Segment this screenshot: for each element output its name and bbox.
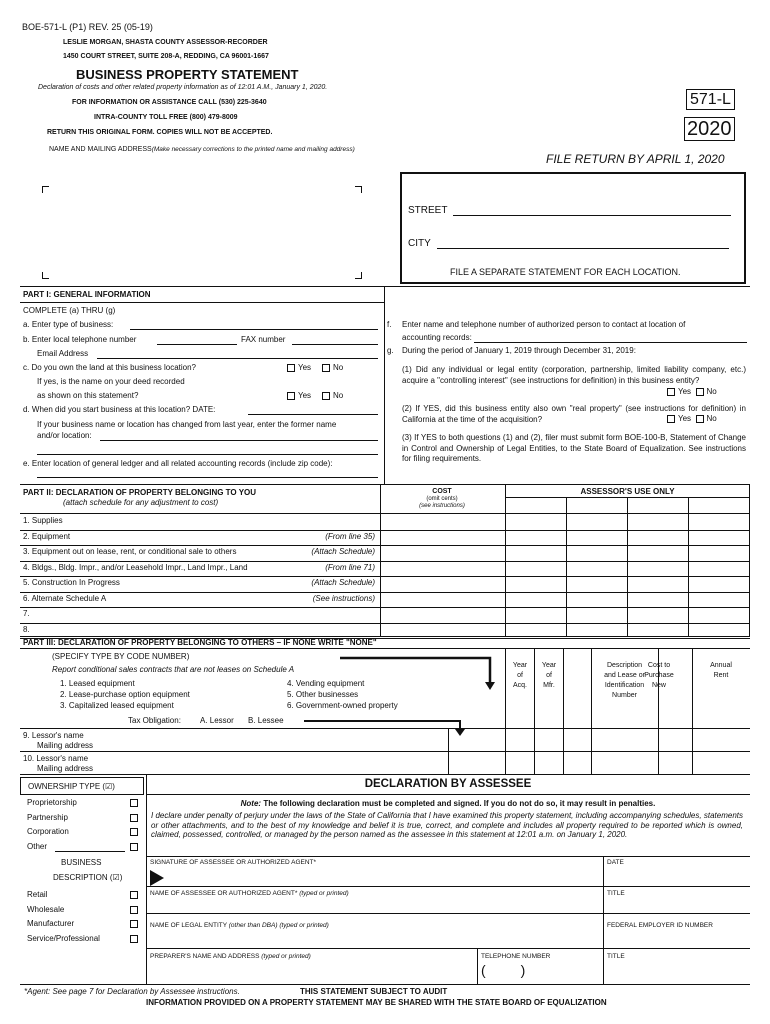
declaration-of-costs: Declaration of costs and other related property information as of 12:01 A.M., January 1, 2020.	[38, 84, 328, 91]
signature-label: SIGNATURE OF ASSESSEE OR AUTHORIZED AGENT*	[150, 859, 317, 866]
part2-cost-input[interactable]	[381, 592, 504, 608]
lessor-10-mailing: Mailing address	[37, 764, 94, 773]
controlling-interest-question: (1) Did any individual or legal entity (corporation, partnership, limited liability company, etc.) acquire a "controlling interest" (see instructions for definition) in this business entity?	[402, 365, 746, 385]
address-corner-tr	[355, 186, 362, 193]
part2-heading: PART II: DECLARATION OF PROPERTY BELONGING TO YOU	[23, 488, 257, 497]
assessor-address: 1450 COURT STREET, SUITE 208-A, REDDING, CA 96001-1667	[63, 53, 269, 60]
assessors-use-only: ASSESSOR'S USE ONLY	[580, 487, 675, 496]
deed-question: If yes, is the name on your deed recorded	[37, 377, 185, 386]
address-corner-br	[355, 272, 362, 279]
form-code: BOE-571-L (P1) REV. 25 (05-19)	[22, 22, 153, 32]
part2-row-label: 4. Bldgs., Bldg. Impr., and/or Leasehold Impr., Land Impr., Land	[23, 562, 248, 572]
date-label: DATE	[607, 859, 624, 866]
omit-cents: (omit cents)	[426, 496, 458, 502]
codes-left: 1. Leased equipment 2. Lease-purchase option equipment 3. Capitalized leased equipment	[60, 679, 190, 710]
form-year: 2020	[684, 117, 735, 141]
report-conditional: Report conditional sales contracts that are not leases on Schedule A	[52, 665, 295, 674]
part2-cost-input[interactable]	[381, 545, 504, 561]
address-corner-tl	[42, 186, 49, 193]
real-property-yes-no[interactable]: Yes No	[667, 414, 717, 423]
preparer-title-label: TITLE	[607, 953, 625, 960]
business-type-checkbox[interactable]	[130, 906, 138, 914]
own-land-question: c. Do you own the land at this business location?	[23, 363, 196, 372]
period-label: During the period of January 1, 2019 through December 31, 2019:	[402, 346, 636, 355]
part2-row-note: (From line 71)	[325, 562, 375, 572]
part2-row-label: 7.	[23, 609, 30, 618]
fein-label: FEDERAL EMPLOYER ID NUMBER	[607, 922, 713, 929]
deed-no[interactable]: No	[322, 391, 343, 400]
boe-sharing-notice: INFORMATION PROVIDED ON A PROPERTY STATEMENT MAY BE SHARED WITH THE STATE BOARD OF EQUALIZATION	[146, 998, 607, 1007]
form-number: 571-L	[686, 89, 735, 110]
business-type-checkbox[interactable]	[130, 935, 138, 943]
checkbox[interactable]	[696, 415, 704, 423]
phone-input[interactable]	[157, 344, 237, 345]
fax-input[interactable]	[292, 344, 378, 345]
business-type-label: Service/Professional	[27, 933, 100, 943]
page-title: BUSINESS PROPERTY STATEMENT	[76, 67, 299, 82]
ownership-label: Proprietorship	[27, 798, 77, 807]
ownership-checkbox[interactable]	[130, 828, 138, 836]
city-label: CITY	[408, 238, 431, 249]
business-type-checkbox[interactable]	[130, 920, 138, 928]
tax-lessor: A. Lessor	[200, 716, 234, 725]
separate-statement-note: FILE A SEPARATE STATEMENT FOR EACH LOCATION.	[450, 267, 681, 277]
own-land-no[interactable]: No	[322, 363, 343, 372]
part2-row-note: (From line 35)	[325, 531, 375, 541]
business-type-label: Wholesale	[27, 904, 65, 914]
f-marker: f.	[387, 320, 392, 329]
assessee-name-label: NAME OF ASSESSEE OR AUTHORIZED AGENT* (typed or printed)	[150, 890, 349, 897]
deed-yes[interactable]: Yes	[287, 391, 311, 400]
cost-see-instructions: (see instructions)	[419, 503, 465, 509]
agent-note: *Agent: See page 7 for Declaration by Assessee instructions.	[24, 987, 240, 996]
street-input[interactable]	[453, 215, 731, 216]
part2-row-note: (Attach Schedule)	[311, 547, 375, 556]
ownership-checkbox[interactable]	[130, 799, 138, 807]
business-type-label: Manufacturer	[27, 919, 75, 928]
part2-row-label: 1. Supplies	[23, 516, 63, 525]
checkbox[interactable]	[322, 364, 330, 372]
part2-cost-input[interactable]	[381, 514, 504, 530]
perjury-declaration: I declare under penalty of perjury under the laws of the State of California that I have examined this property statement, including accompanying schedules, statements or other attachments, and to the best of my knowledge and belief it is true, correct, and complete and includes all property required to be reported which is owned, claimed, possessed, controlled, or managed by the person named as the assessee in this statement at 12:01 a.m. on January 1, 2020.	[151, 811, 743, 840]
part3-heading: PART III: DECLARATION OF PROPERTY BELONGING TO OTHERS – IF NONE WRITE "NONE"	[23, 638, 377, 647]
part2-cost-input[interactable]	[381, 530, 504, 546]
assessee-name-field[interactable]	[150, 898, 600, 912]
phone-label: b. Enter local telephone number	[23, 335, 137, 344]
business-description-heading-2: DESCRIPTION (☑)	[53, 873, 123, 882]
contact-person-input[interactable]	[474, 342, 747, 343]
part2-row-label: 6. Alternate Schedule A	[23, 593, 107, 603]
business-type-checkbox[interactable]	[130, 891, 138, 899]
specify-type: (SPECIFY TYPE BY CODE NUMBER)	[52, 652, 190, 661]
business-description-heading: BUSINESS	[61, 858, 102, 867]
address-corner-bl	[42, 272, 49, 279]
col-description: Description and Lease or Identification Number	[604, 662, 645, 699]
checkbox[interactable]	[322, 392, 330, 400]
codes-right: 4. Vending equipment 5. Other businesses 6. Government-owned property	[287, 679, 398, 710]
ownership-checkbox[interactable]	[130, 814, 138, 822]
part2-row-label: 3. Equipment out on lease, rent, or conditional sale to others	[23, 547, 237, 556]
email-label: Email Address	[37, 349, 89, 358]
preparer-label: PREPARER'S NAME AND ADDRESS (typed or printed)	[150, 953, 311, 960]
part2-row-label: 8.	[23, 624, 30, 634]
accounting-records-label: accounting records:	[402, 333, 472, 342]
date-field[interactable]	[607, 866, 747, 886]
part2-row-label: 5. Construction In Progress	[23, 578, 120, 587]
lessor-10-name: 10. Lessor's name	[23, 754, 89, 763]
ownership-label: Partnership	[27, 812, 68, 822]
part2-cost-input[interactable]	[381, 561, 504, 577]
title-label: TITLE	[607, 890, 625, 897]
checkbox[interactable]	[696, 388, 704, 396]
other-ownership-input[interactable]	[55, 851, 125, 852]
return-original: RETURN THIS ORIGINAL FORM. COPIES WILL NOT BE ACCEPTED.	[47, 129, 273, 136]
name-address-label: NAME AND MAILING ADDRESS(Make necessary corrections to the printed name and mailing address)	[49, 146, 355, 153]
boe-100b-instructions: (3) If YES to both questions (1) and (2), filer must submit form BOE-100-B, Statement of Change in Control and Ownership of Legal Entities, to the State Board of Equalization. See instructions for filing requirements.	[402, 433, 746, 463]
tax-lessee: B. Lessee	[248, 716, 284, 725]
part1-heading: PART I: GENERAL INFORMATION	[23, 290, 151, 299]
signature-field[interactable]	[168, 866, 598, 886]
col-annual-rent: Annual Rent	[710, 662, 732, 679]
assessor-name: LESLIE MORGAN, SHASTA COUNTY ASSESSOR-RECORDER	[63, 39, 268, 46]
file-return-deadline: FILE RETURN BY APRIL 1, 2020	[546, 152, 725, 166]
start-date-input[interactable]	[248, 414, 378, 415]
lessor-9-mailing: Mailing address	[37, 741, 94, 750]
own-land-yes[interactable]: Yes	[287, 363, 311, 372]
cost-header: COST	[432, 488, 452, 495]
former-name-input[interactable]	[100, 440, 378, 441]
city-input[interactable]	[437, 248, 729, 249]
ownership-label: Corporation	[27, 827, 69, 836]
part2-subheading: (attach schedule for any adjustment to cost)	[63, 498, 219, 507]
business-type-label: a. Enter type of business:	[23, 320, 114, 329]
ledger-location-input[interactable]	[37, 477, 378, 478]
audit-notice: THIS STATEMENT SUBJECT TO AUDIT	[300, 987, 448, 996]
business-type-label: Retail	[27, 890, 48, 899]
legal-entity-label: NAME OF LEGAL ENTITY (other than DBA) (typed or printed)	[150, 922, 329, 929]
former-location-label: and/or location:	[37, 431, 92, 440]
controlling-yes-no[interactable]: Yes No	[667, 387, 717, 396]
telephone-field[interactable]: ( )	[481, 962, 526, 978]
deed-shown: as shown on this statement?	[37, 391, 139, 400]
part2-row-label: 2. Equipment	[23, 531, 71, 541]
checkbox[interactable]	[287, 364, 295, 372]
real-property-question: (2) If YES, did this business entity also own "real property" (see instructions for definition) in California at the time of the acquisition?	[402, 404, 746, 424]
former-name-label: If your business name or location has changed from last year, enter the former name	[37, 420, 337, 429]
email-input[interactable]	[97, 358, 378, 359]
telephone-label: TELEPHONE NUMBER	[481, 953, 551, 960]
ownership-type-heading: OWNERSHIP TYPE (☑)	[28, 782, 115, 791]
toll-free: INTRA-COUNTY TOLL FREE (800) 479-8009	[94, 114, 238, 121]
info-call: FOR INFORMATION OR ASSISTANCE CALL (530) 225-3640	[72, 99, 267, 106]
declaration-note: Note: The following declaration must be completed and signed. If you do not do so, it may result in penalties.	[240, 799, 656, 808]
former-name-input-2[interactable]	[37, 454, 378, 455]
part2-cost-input[interactable]	[381, 576, 504, 592]
checkbox[interactable]	[667, 415, 675, 423]
complete-a-g: COMPLETE (a) THRU (g)	[23, 306, 116, 315]
part2-cost-input[interactable]	[381, 607, 504, 623]
col-year-acq: Year of Acq.	[512, 662, 528, 689]
part2-row-note: (See instructions)	[312, 593, 375, 603]
tax-obligation-label: Tax Obligation:	[128, 716, 181, 725]
code-arrow-icon	[330, 654, 530, 694]
contact-person-label: Enter name and telephone number of authorized person to contact at location of	[402, 320, 686, 329]
ownership-checkbox[interactable]	[130, 843, 138, 851]
street-label: STREET	[408, 205, 448, 216]
lessor-9-name: 9. Lessor's name	[23, 731, 84, 740]
ledger-location-label: e. Enter location of general ledger and all related accounting records (include zip code):	[23, 459, 333, 468]
fax-label: FAX number	[241, 335, 286, 344]
business-type-input[interactable]	[130, 329, 378, 330]
g-marker: g.	[387, 346, 394, 355]
col-cost-new: Cost to Purchase New	[644, 662, 674, 689]
start-date-label: d. When did you start business at this location? DATE:	[23, 405, 216, 414]
checkbox[interactable]	[667, 388, 675, 396]
col-year-mfr: Year of Mfr.	[541, 662, 557, 689]
checkbox[interactable]	[287, 392, 295, 400]
part2-row-note: (Attach Schedule)	[311, 578, 375, 587]
declaration-heading: DECLARATION BY ASSESSEE	[364, 778, 532, 790]
ownership-label: Other	[27, 841, 48, 851]
sign-here-arrow-icon	[150, 870, 164, 886]
